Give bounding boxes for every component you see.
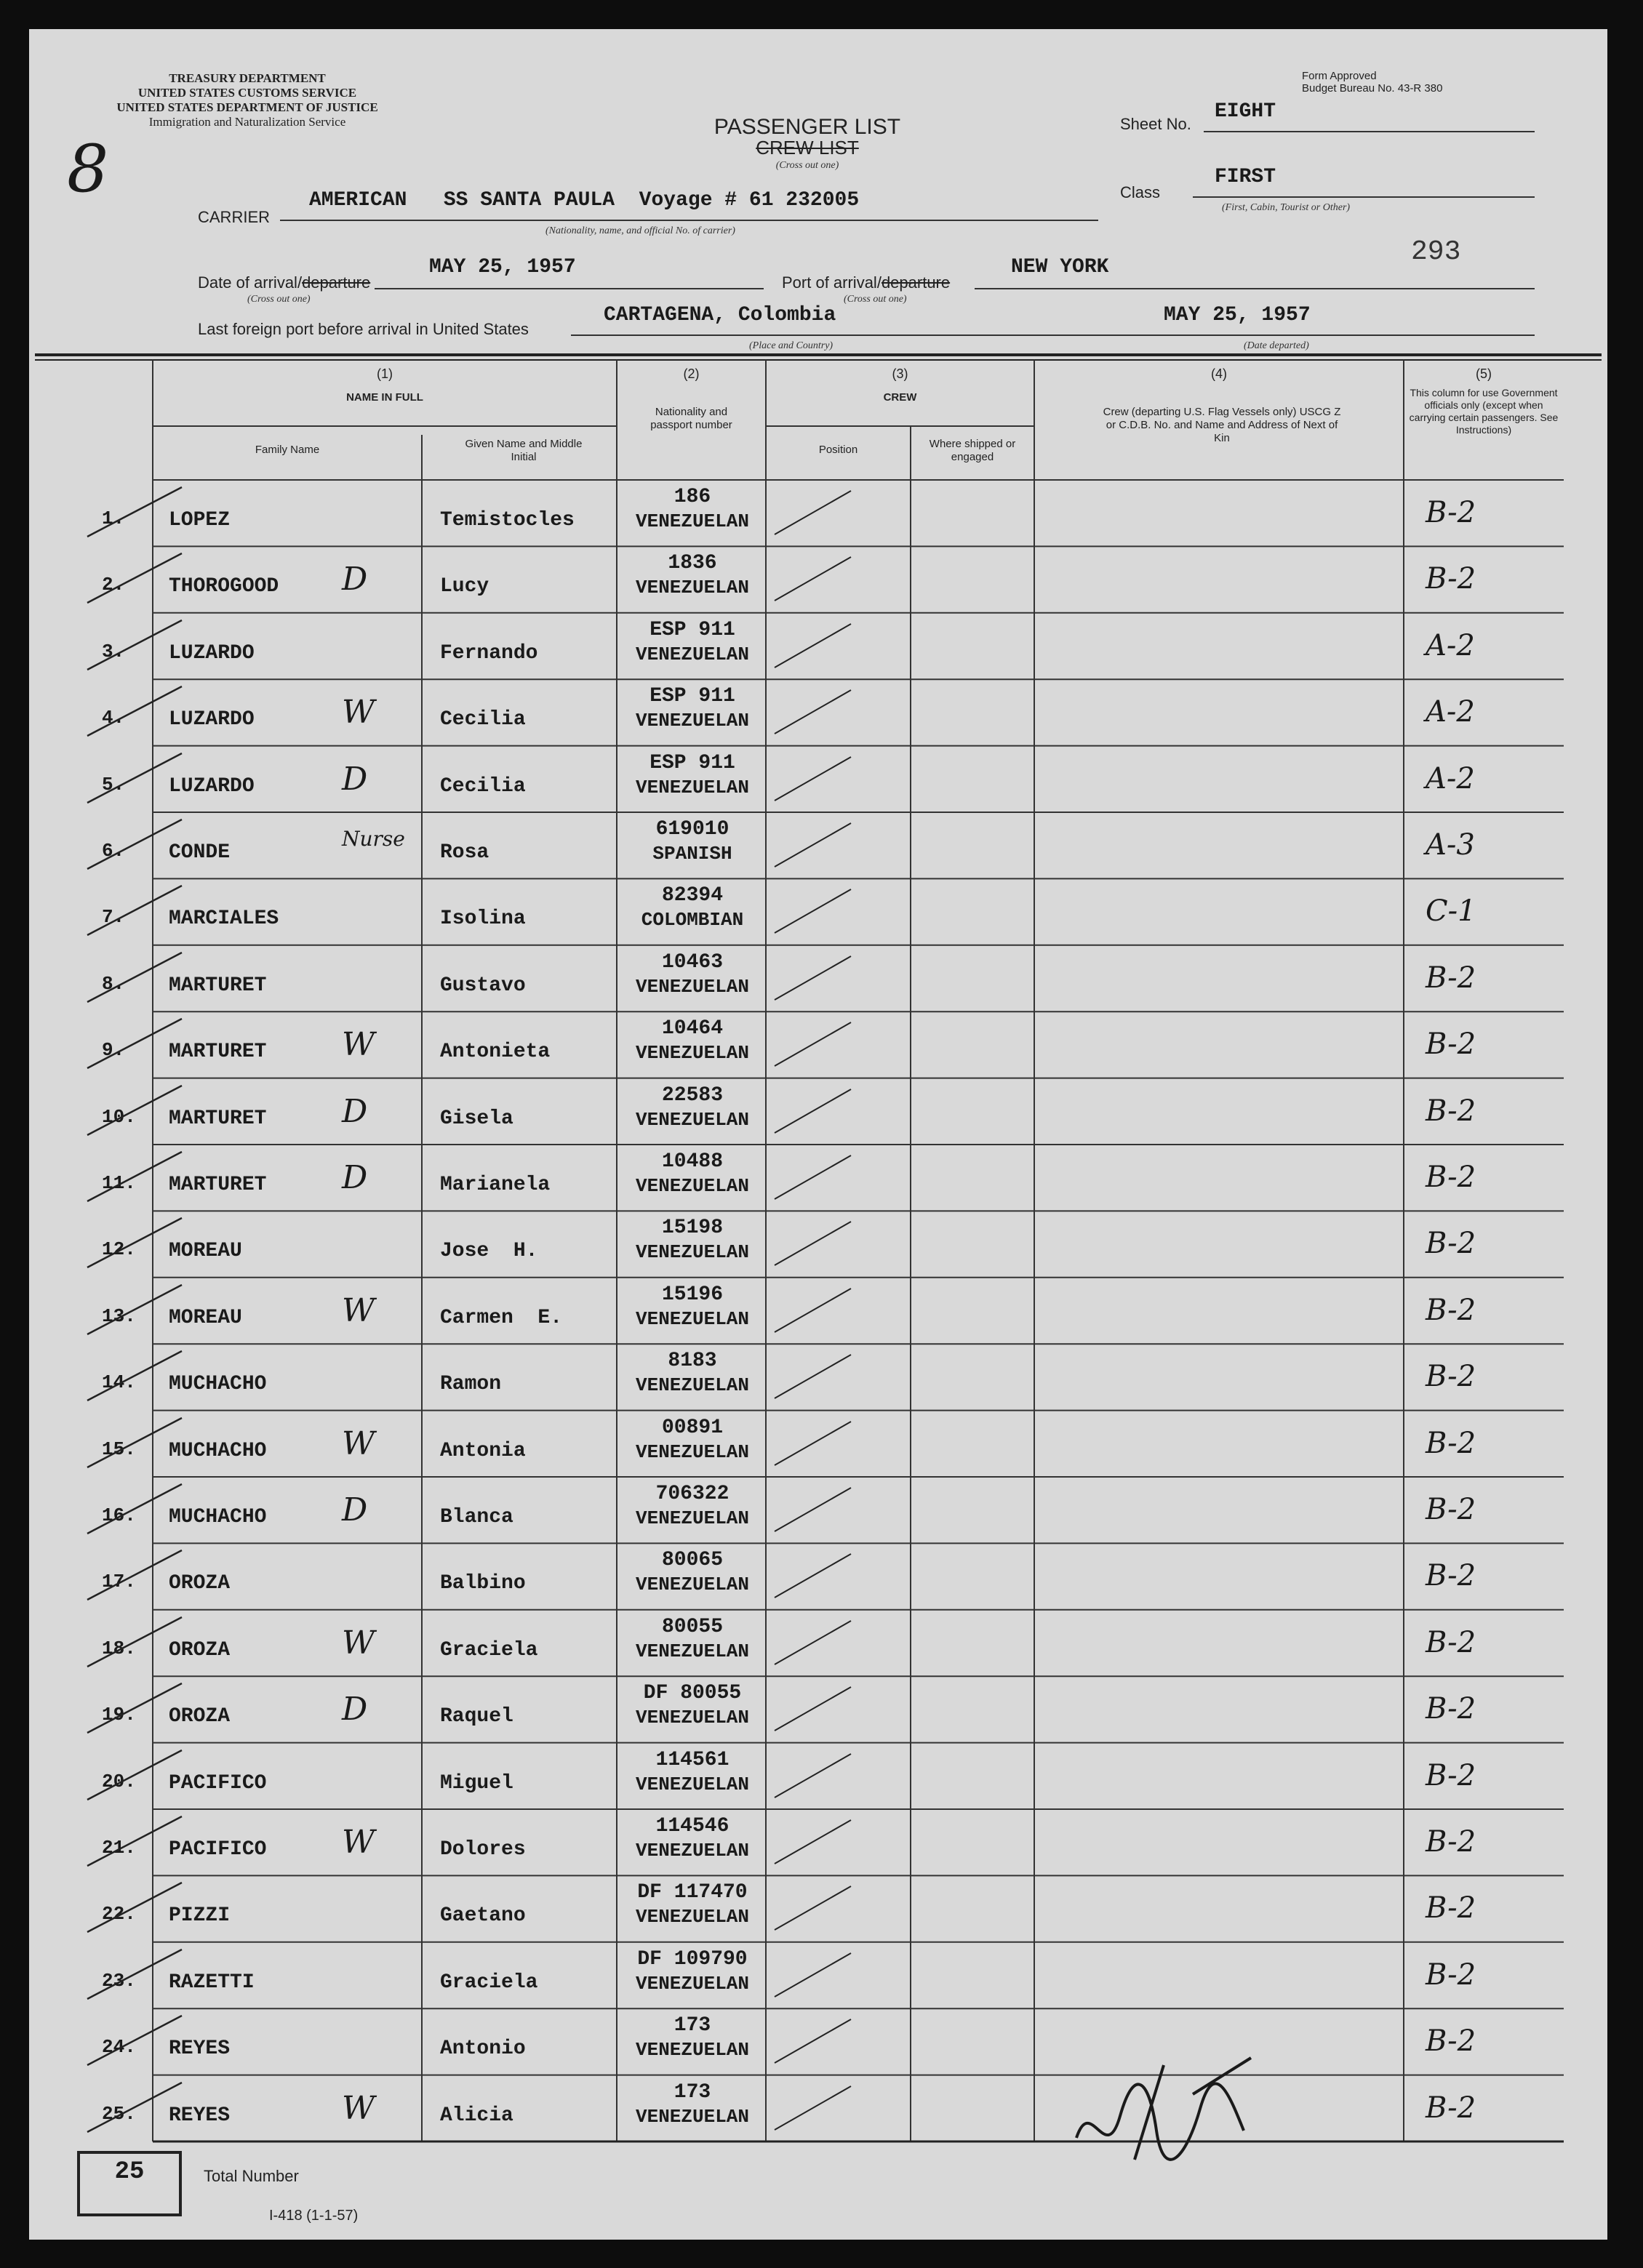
passport-number: 10488 — [661, 1150, 723, 1173]
visa-code: B-2 — [1426, 1825, 1476, 1859]
crew-tick — [771, 679, 880, 746]
row-number: 10. — [102, 1105, 136, 1128]
family-name: RAZETTI — [169, 1971, 255, 1994]
row-number: 18. — [102, 1637, 136, 1659]
family-name: LUZARDO — [169, 641, 255, 665]
check-mark — [73, 1809, 233, 1876]
col2-title: Nationality and passport number — [650, 406, 732, 431]
check-mark — [73, 812, 233, 879]
nationality: VENEZUELAN — [635, 1972, 750, 1995]
family-name: MUCHACHO — [169, 1373, 267, 1396]
relation-mark: W — [342, 694, 375, 732]
arrival-value: MAY 25, 1957 — [429, 256, 576, 279]
carrier-value: AMERICAN SS SANTA PAULA Voyage # 61 232005 — [309, 189, 860, 212]
total-number-label: Total Number — [204, 2167, 299, 2185]
row-number: 1. — [102, 508, 125, 529]
given-name: Raquel — [440, 1705, 513, 1728]
check-mark — [73, 679, 233, 746]
col2-num: (2) — [683, 366, 700, 381]
relation-mark: W — [342, 1026, 375, 1064]
row-number: 17. — [102, 1571, 136, 1593]
table-row — [29, 1875, 1607, 1942]
nationality: VENEZUELAN — [635, 510, 750, 532]
position-header: Position — [818, 444, 858, 456]
port-note: (Cross out one) — [844, 294, 907, 305]
passport-number: 10463 — [661, 950, 723, 974]
family-name: THOROGOOD — [169, 575, 279, 598]
check-mark — [73, 1145, 233, 1211]
passport-number: 186 — [673, 486, 711, 508]
visa-code: A-3 — [1426, 828, 1475, 862]
passport-number: 22583 — [661, 1083, 723, 1107]
visa-code: B-2 — [1426, 1692, 1476, 1726]
given-name: Gisela — [440, 1107, 513, 1130]
crew-tick — [771, 1411, 880, 1478]
given-name: Fernando — [440, 641, 538, 665]
family-name: PIZZI — [169, 1904, 231, 1928]
given-name: Alicia — [440, 2104, 513, 2127]
given-name: Antonia — [440, 1439, 526, 1462]
check-mark — [73, 1610, 233, 1677]
family-name: PACIFICO — [169, 1771, 267, 1795]
nationality: VENEZUELAN — [635, 1374, 750, 1397]
check-mark — [73, 1477, 233, 1544]
family-name: REYES — [169, 2037, 231, 2061]
agency-line: UNITED STATES DEPARTMENT OF JUSTICE — [116, 100, 378, 114]
check-mark — [73, 1211, 233, 1278]
form-title: PASSENGER LIST — [713, 115, 901, 139]
check-mark — [73, 613, 233, 680]
nationality: VENEZUELAN — [635, 643, 750, 665]
table-row — [29, 1011, 1607, 1078]
nationality: VENEZUELAN — [635, 2039, 750, 2061]
passport-number: ESP 911 — [649, 751, 735, 774]
family-name: CONDE — [169, 841, 231, 864]
visa-code: B-2 — [1426, 1293, 1476, 1327]
sheet-label: Sheet No. — [1120, 115, 1191, 133]
visa-code: B-2 — [1426, 1891, 1476, 1926]
family-name: MOREAU — [169, 1240, 242, 1263]
sheet-value: EIGHT — [1215, 100, 1276, 123]
where-shipped-header: Where shipped or engaged — [929, 438, 1016, 463]
budget-bureau: Budget Bureau No. 43-R 380 — [1302, 82, 1443, 95]
relation-mark: D — [342, 1159, 368, 1196]
row-number: 2. — [102, 574, 125, 596]
form-title-struck: CREW LIST — [756, 137, 859, 159]
given-name: Isolina — [440, 907, 526, 931]
passport-number: 8183 — [668, 1350, 717, 1373]
passport-number: 00891 — [661, 1416, 723, 1439]
relation-mark: D — [342, 1092, 368, 1130]
check-mark — [73, 1011, 233, 1078]
nationality: VENEZUELAN — [635, 710, 750, 732]
check-mark — [73, 746, 233, 813]
visa-code: C-1 — [1426, 894, 1476, 929]
col3-title: CREW — [883, 391, 917, 404]
table-row — [29, 1477, 1607, 1543]
col1-title: NAME IN FULL — [346, 391, 423, 404]
col5-title: This column for use Government officials only (except when carrying certain passengers. See Instructions) — [1409, 387, 1559, 436]
arrival-label-struck: departure — [302, 273, 371, 292]
official-signature — [1062, 2051, 1280, 2167]
visa-code: B-2 — [1426, 2024, 1476, 2059]
relation-mark: D — [342, 760, 368, 798]
table-row — [29, 679, 1607, 745]
table-row — [29, 1543, 1607, 1609]
passport-number: DF 117470 — [637, 1881, 748, 1904]
table-row — [29, 1278, 1607, 1344]
nationality: VENEZUELAN — [635, 776, 750, 798]
crew-tick — [771, 546, 880, 613]
passport-number: 706322 — [655, 1483, 729, 1505]
visa-code: B-2 — [1426, 1559, 1476, 1593]
family-name: OROZA — [169, 1638, 231, 1662]
visa-code: B-2 — [1426, 1027, 1476, 1062]
passport-number: 80055 — [661, 1615, 723, 1638]
nationality: VENEZUELAN — [635, 1840, 750, 1862]
family-name-header: Family Name — [255, 444, 320, 456]
relation-mark: Nurse — [342, 827, 405, 851]
carrier-note: (Nationality, name, and official No. of carrier) — [545, 225, 735, 236]
col5-num: (5) — [1476, 366, 1492, 381]
visa-code: B-2 — [1426, 1360, 1476, 1394]
passport-number: 15196 — [661, 1283, 723, 1306]
given-name: Balbino — [440, 1572, 526, 1595]
row-number: 7. — [102, 906, 125, 929]
row-number: 11. — [102, 1172, 136, 1194]
nationality: VENEZUELAN — [635, 1241, 750, 1264]
row-number: 23. — [102, 1969, 136, 1992]
class-label: Class — [1120, 183, 1161, 201]
passport-number: 10464 — [661, 1017, 723, 1041]
nationality: VENEZUELAN — [635, 1773, 750, 1795]
check-mark — [73, 1676, 233, 1743]
passport-number: 82394 — [661, 884, 723, 907]
check-mark — [73, 1743, 233, 1810]
row-number: 6. — [102, 840, 125, 862]
table-row — [29, 1676, 1607, 1742]
crew-tick — [771, 2008, 880, 2075]
page-number: 293 — [1411, 236, 1461, 268]
visa-code: A-2 — [1426, 695, 1475, 729]
nationality: VENEZUELAN — [635, 1042, 750, 1065]
row-number: 21. — [102, 1837, 136, 1859]
visa-code: B-2 — [1426, 1094, 1476, 1128]
visa-code: B-2 — [1426, 1958, 1476, 1992]
family-name: MUCHACHO — [169, 1506, 267, 1528]
crew-tick — [771, 1809, 880, 1876]
table-row — [29, 945, 1607, 1011]
row-number: 15. — [102, 1438, 136, 1460]
agency-line: TREASURY DEPARTMENT — [169, 71, 326, 85]
crew-tick — [771, 812, 880, 879]
row-number: 24. — [102, 2036, 136, 2059]
given-name: Antonio — [440, 2037, 526, 2061]
agency-line: Immigration and Naturalization Service — [148, 115, 346, 129]
relation-mark: W — [342, 1624, 375, 1662]
visa-code: A-2 — [1426, 761, 1475, 796]
row-number: 12. — [102, 1238, 136, 1261]
passenger-list-form — [29, 29, 1607, 2240]
visa-code: B-2 — [1426, 496, 1476, 529]
passport-number: 173 — [673, 2080, 711, 2104]
departed-note: (Date departed) — [1244, 340, 1309, 351]
passport-number: DF 109790 — [637, 1947, 748, 1971]
class-note: (First, Cabin, Tourist or Other) — [1222, 202, 1351, 213]
visa-code: A-2 — [1426, 628, 1475, 662]
check-mark — [73, 878, 233, 945]
nationality: VENEZUELAN — [635, 1906, 750, 1928]
check-mark — [73, 1543, 233, 1610]
total-number-value: 25 — [114, 2158, 145, 2186]
given-name: Gaetano — [440, 1904, 526, 1928]
arrival-note: (Cross out one) — [247, 294, 311, 305]
crew-tick — [771, 1344, 880, 1411]
given-name: Gustavo — [440, 974, 526, 997]
given-name: Cecilia — [440, 708, 526, 732]
crew-tick — [771, 746, 880, 813]
given-name: Carmen E. — [440, 1306, 563, 1329]
title-note: (Cross out one) — [775, 160, 839, 171]
family-name: MOREAU — [169, 1306, 242, 1329]
family-name: MUCHACHO — [169, 1439, 267, 1462]
carrier-label: CARRIER — [198, 208, 271, 226]
visa-code: B-2 — [1426, 2091, 1476, 2125]
class-value: FIRST — [1215, 166, 1276, 188]
family-name: MARCIALES — [169, 907, 279, 931]
relation-mark: D — [342, 1691, 368, 1728]
family-name: OROZA — [169, 1572, 231, 1595]
crew-tick — [771, 1011, 880, 1078]
check-mark — [73, 1411, 233, 1478]
nationality: VENEZUELAN — [635, 1175, 750, 1197]
passport-number: 114561 — [655, 1748, 729, 1771]
last-port-value: CARTAGENA, Colombia — [604, 304, 836, 326]
given-name: Temistocles — [440, 509, 575, 532]
table-row — [29, 812, 1607, 878]
relation-mark: W — [342, 1291, 375, 1329]
family-name: MARTURET — [169, 1041, 267, 1064]
given-name: Dolores — [440, 1838, 526, 1861]
crew-tick — [771, 878, 880, 945]
row-number: 4. — [102, 707, 125, 729]
given-name: Blanca — [440, 1506, 513, 1528]
visa-code: B-2 — [1426, 961, 1476, 995]
col4-num: (4) — [1211, 366, 1227, 381]
relation-mark: D — [342, 561, 368, 598]
given-name-header: Given Name and Middle Initial — [465, 438, 583, 463]
crew-tick — [771, 2075, 880, 2142]
visa-code: B-2 — [1426, 1625, 1476, 1659]
nationality: VENEZUELAN — [635, 1440, 750, 1463]
crew-tick — [771, 1676, 880, 1743]
check-mark — [73, 1875, 233, 1942]
passport-number: ESP 911 — [649, 618, 735, 641]
table-row — [29, 1211, 1607, 1277]
table-row — [29, 2008, 1607, 2075]
relation-mark: W — [342, 2089, 375, 2127]
row-number: 19. — [102, 1704, 136, 1726]
margin-mark: 8 — [67, 131, 109, 207]
crew-tick — [771, 1078, 880, 1145]
table-row — [29, 878, 1607, 945]
nationality: VENEZUELAN — [635, 577, 750, 599]
family-name: REYES — [169, 2104, 231, 2127]
last-port-note: (Place and Country) — [749, 340, 834, 351]
row-number: 8. — [102, 972, 125, 995]
family-name: LUZARDO — [169, 774, 255, 798]
check-mark — [73, 2075, 233, 2142]
crew-tick — [771, 1743, 880, 1810]
visa-code: B-2 — [1426, 1758, 1476, 1792]
table-row — [29, 2075, 1607, 2141]
nationality: VENEZUELAN — [635, 1707, 750, 1729]
table-row — [29, 546, 1607, 612]
given-name: Miguel — [440, 1771, 513, 1795]
table-row — [29, 1610, 1607, 1676]
form-approved-label: Form Approved — [1302, 70, 1377, 82]
table-row — [29, 1344, 1607, 1410]
nationality: VENEZUELAN — [635, 975, 750, 998]
crew-tick — [771, 1875, 880, 1942]
crew-tick — [771, 1610, 880, 1677]
crew-tick — [771, 480, 880, 547]
check-mark — [73, 1078, 233, 1145]
given-name: Graciela — [440, 1638, 538, 1662]
passport-number: 619010 — [655, 818, 729, 841]
table-row — [29, 480, 1607, 546]
port-value: NEW YORK — [1011, 256, 1109, 279]
relation-mark: W — [342, 1424, 375, 1462]
table-row — [29, 1411, 1607, 1477]
col3-num: (3) — [892, 366, 908, 381]
passport-number: DF 80055 — [643, 1682, 742, 1705]
check-mark — [73, 2008, 233, 2075]
visa-code: B-2 — [1426, 1426, 1476, 1460]
agency-line: UNITED STATES CUSTOMS SERVICE — [137, 86, 357, 100]
port-label-struck: departure — [881, 273, 951, 292]
crew-tick — [771, 1477, 880, 1544]
given-name: Cecilia — [440, 774, 526, 798]
given-name: Antonieta — [440, 1041, 551, 1064]
nationality: COLOMBIAN — [641, 909, 744, 931]
family-name: LOPEZ — [169, 509, 231, 532]
table-row — [29, 746, 1607, 812]
table-row — [29, 1942, 1607, 2008]
passport-number: 173 — [673, 2014, 711, 2037]
row-number: 3. — [102, 640, 125, 662]
departed-value: MAY 25, 1957 — [1164, 304, 1311, 326]
table-row — [29, 1145, 1607, 1211]
row-number: 16. — [102, 1504, 136, 1526]
check-mark — [73, 1278, 233, 1345]
crew-tick — [771, 1942, 880, 2009]
check-mark — [73, 480, 233, 547]
table-row — [29, 1078, 1607, 1145]
form-number: I-418 (1-1-57) — [269, 2208, 359, 2224]
given-name: Rosa — [440, 841, 489, 864]
relation-mark: D — [342, 1491, 368, 1528]
nationality: VENEZUELAN — [635, 1507, 750, 1529]
nationality: VENEZUELAN — [635, 1574, 750, 1596]
check-mark — [73, 1344, 233, 1411]
nationality: VENEZUELAN — [635, 1108, 750, 1131]
row-number: 9. — [102, 1039, 125, 1062]
given-name: Lucy — [440, 575, 489, 598]
table-row — [29, 1743, 1607, 1809]
nationality: VENEZUELAN — [635, 2105, 750, 2128]
relation-mark: W — [342, 1824, 375, 1861]
given-name: Ramon — [440, 1373, 502, 1396]
family-name: MARTURET — [169, 1107, 267, 1130]
passport-number: 114546 — [655, 1815, 729, 1838]
nationality: SPANISH — [652, 843, 732, 865]
nationality: VENEZUELAN — [635, 1307, 750, 1330]
passport-number: 15198 — [661, 1217, 723, 1240]
passport-number: 1836 — [668, 552, 717, 575]
visa-code: B-2 — [1426, 1161, 1476, 1194]
crew-tick — [771, 1145, 880, 1211]
crew-tick — [771, 945, 880, 1012]
row-number: 25. — [102, 2102, 136, 2125]
row-number: 5. — [102, 773, 125, 796]
last-port-label: Last foreign port before arrival in United States — [198, 320, 529, 338]
check-mark — [73, 546, 233, 613]
passport-number: ESP 911 — [649, 685, 735, 708]
table-row — [29, 613, 1607, 679]
crew-tick — [771, 1278, 880, 1345]
table-row — [29, 1809, 1607, 1875]
check-mark — [73, 1942, 233, 2009]
visa-code: B-2 — [1426, 562, 1476, 596]
col4-title: Crew (departing U.S. Flag Vessels only) USCG Z or C.D.B. No. and Name and Address of Next of Kin — [1103, 406, 1341, 444]
given-name: Marianela — [440, 1174, 551, 1196]
check-mark — [73, 945, 233, 1012]
row-number: 14. — [102, 1371, 136, 1394]
row-number: 13. — [102, 1305, 136, 1327]
given-name: Jose H. — [440, 1240, 538, 1263]
row-number: 20. — [102, 1770, 136, 1792]
row-number: 22. — [102, 1903, 136, 1926]
nationality: VENEZUELAN — [635, 1640, 750, 1662]
crew-tick — [771, 1211, 880, 1278]
arrival-label-text: Date of arrival/ — [198, 273, 303, 292]
family-name: LUZARDO — [169, 708, 255, 732]
given-name: Graciela — [440, 1971, 538, 1994]
visa-code: B-2 — [1426, 1227, 1476, 1261]
family-name: MARTURET — [169, 1174, 267, 1196]
visa-code: B-2 — [1426, 1493, 1476, 1526]
family-name: OROZA — [169, 1705, 231, 1728]
crew-tick — [771, 613, 880, 680]
crew-tick — [771, 1543, 880, 1610]
port-label-text: Port of arrival/ — [782, 273, 882, 292]
family-name: MARTURET — [169, 974, 267, 997]
family-name: PACIFICO — [169, 1838, 267, 1861]
col1-num: (1) — [377, 366, 393, 381]
passport-number: 80065 — [661, 1549, 723, 1572]
